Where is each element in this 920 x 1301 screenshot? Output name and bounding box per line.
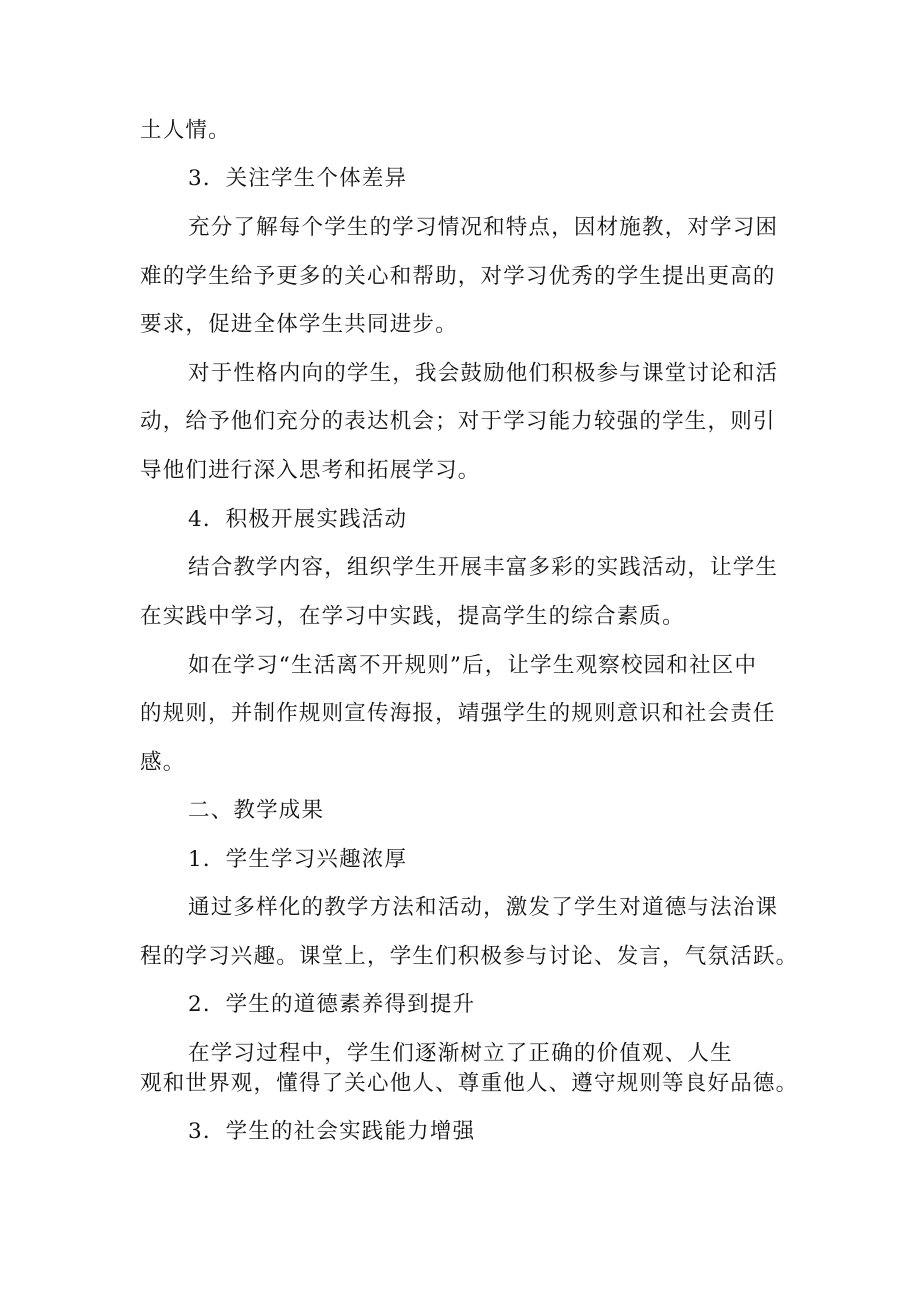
paragraph-line: 难的学生给予更多的关心和帮助，对学习优秀的学生提出更高的 (140, 264, 776, 289)
paragraph-line: 充分了解每个学生的学习情况和特点，因材施教，对学习困 (188, 215, 779, 240)
paragraph-line: 程的学习兴趣。课堂上，学生们积极参与讨论、发言，气氛活跃。 (140, 944, 799, 969)
paragraph-line: 动，给予他们充分的表达机会；对于学习能力较强的学生，则引 (140, 409, 776, 434)
section-heading-2: 2．学生的道德素养得到提升 (188, 992, 476, 1017)
paragraph-line: 在实践中学习，在学习中实践，提高学生的综合素质。 (140, 604, 685, 629)
paragraph-line: 对于性格内向的学生，我会鼓励他们积极参与课堂讨论和活 (188, 361, 779, 386)
paragraph-line: 通过多样化的教学方法和活动，激发了学生对道德与法治课 (188, 895, 779, 920)
paragraph-line: 导他们进行深入思考和拓展学习。 (140, 458, 481, 483)
paragraph-line: 结合教学内容，组织学生开展丰富多彩的实践活动，让学生 (188, 555, 779, 580)
section-heading-3: 3．关注学生个体差异 (188, 166, 408, 191)
section-heading-3b: 3．学生的社会实践能力增强 (188, 1119, 476, 1144)
section-heading-4: 4．积极开展实践活动 (188, 507, 408, 532)
paragraph-line: 要求，促进全体学生共同进步。 (140, 312, 458, 337)
paragraph-line: 感。 (140, 750, 186, 775)
paragraph-continuation: 土人情。 (140, 118, 231, 143)
paragraph-line: 在学习过程中，学生们逐渐树立了正确的价值观、人生 (188, 1041, 733, 1066)
chapter-heading: 二、教学成果 (188, 798, 325, 823)
paragraph-line: 的规则，并制作规则宣传海报，靖强学生的规则意识和社会责任 (140, 701, 776, 726)
paragraph-line: 如在学习“生活离不开规则”后，让学生观察校园和社区中 (188, 653, 758, 678)
section-heading-1: 1．学生学习兴趣浓厚 (188, 847, 408, 872)
paragraph-line: 观和世界观，懂得了关心他人、尊重他人、遵守规则等良好品德。 (140, 1071, 799, 1096)
